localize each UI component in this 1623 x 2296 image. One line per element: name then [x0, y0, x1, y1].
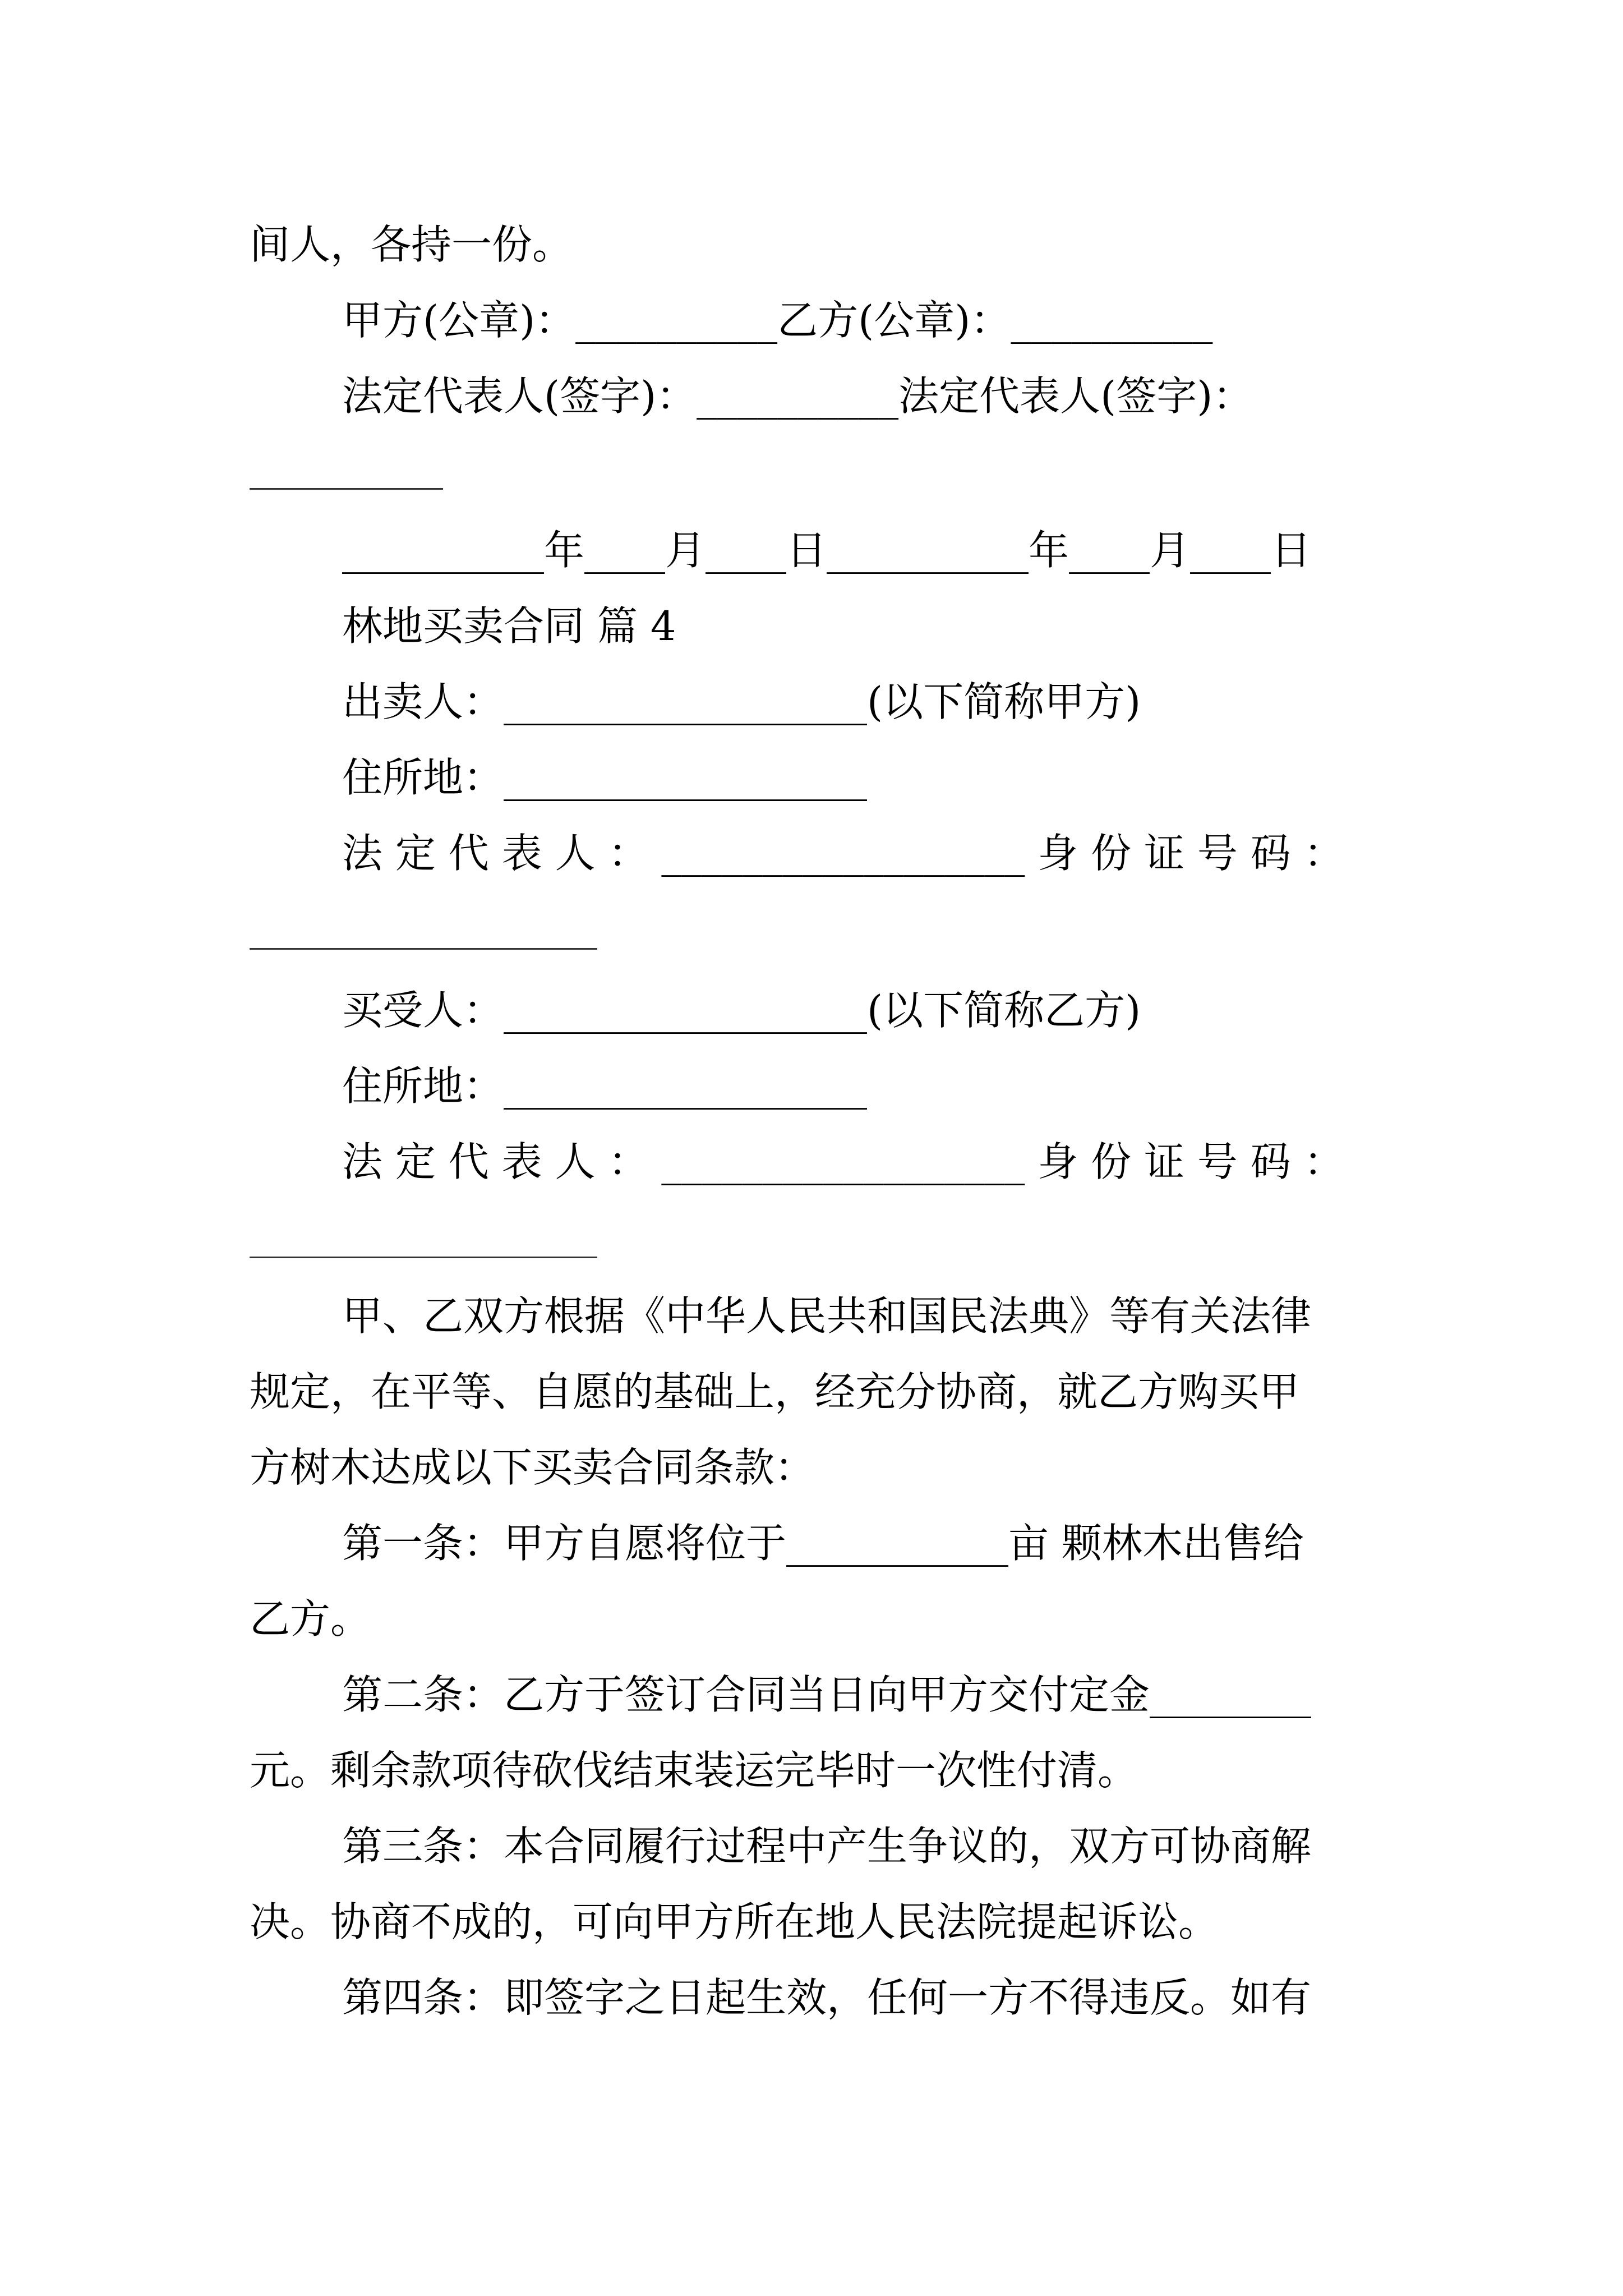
blank-underline: [250, 948, 597, 950]
clause-3-line: 第三条：本合同履行过程中产生争议的，双方可协商解: [342, 1823, 1312, 1870]
seller-address-line: 住所地：__________________: [342, 754, 868, 801]
clause-1-line: 第一条：甲方自愿将位于___________亩 颗林木出售给: [342, 1520, 1304, 1567]
paragraph-line: 规定，在平等、自愿的基础上，经充分协商，就乙方购买甲: [250, 1368, 1300, 1415]
paragraph-line: 甲、乙双方根据《中华人民共和国民法典》等有关法律: [342, 1292, 1312, 1340]
clause-3-line: 决。协商不成的，可向甲方所在地人民法院提起诉讼。: [250, 1898, 1219, 1945]
section-title: 林地买卖合同 篇 4: [342, 602, 676, 650]
text-line: 间人，各持一份。: [250, 221, 573, 268]
paragraph-line: 方树木达成以下买卖合同条款：: [250, 1444, 815, 1491]
clause-1-line: 乙方。: [250, 1595, 371, 1642]
signature-line-seal: 甲方(公章)：__________乙方(公章)：__________: [342, 297, 1213, 344]
clause-4-line: 第四条：即签字之日起生效，任何一方不得违反。如有: [342, 1974, 1312, 2021]
date-line: __________年____月____日__________年____月____日: [342, 527, 1311, 574]
signature-line-representative: 法定代表人(签字)：__________法定代表人(签字)：: [342, 372, 1253, 420]
buyer-line: 买受人：__________________(以下简称乙方): [342, 987, 1141, 1034]
clause-2-line: 元。剩余款项待砍伐结束装运完毕时一次性付清。: [250, 1747, 1138, 1794]
blank-underline: [250, 1257, 597, 1258]
blank-underline: [250, 488, 443, 490]
seller-line: 出卖人：__________________(以下简称甲方): [342, 678, 1141, 725]
buyer-address-line: 住所地：__________________: [342, 1062, 868, 1110]
buyer-representative-line: 法 定 代 表 人 ： __________________ 身 份 证 号 码 ：: [342, 1138, 1344, 1185]
seller-representative-line: 法 定 代 表 人 ： __________________ 身 份 证 号 码 ：: [342, 830, 1344, 877]
clause-2-line: 第二条：乙方于签订合同当日向甲方交付定金________: [342, 1671, 1312, 1718]
